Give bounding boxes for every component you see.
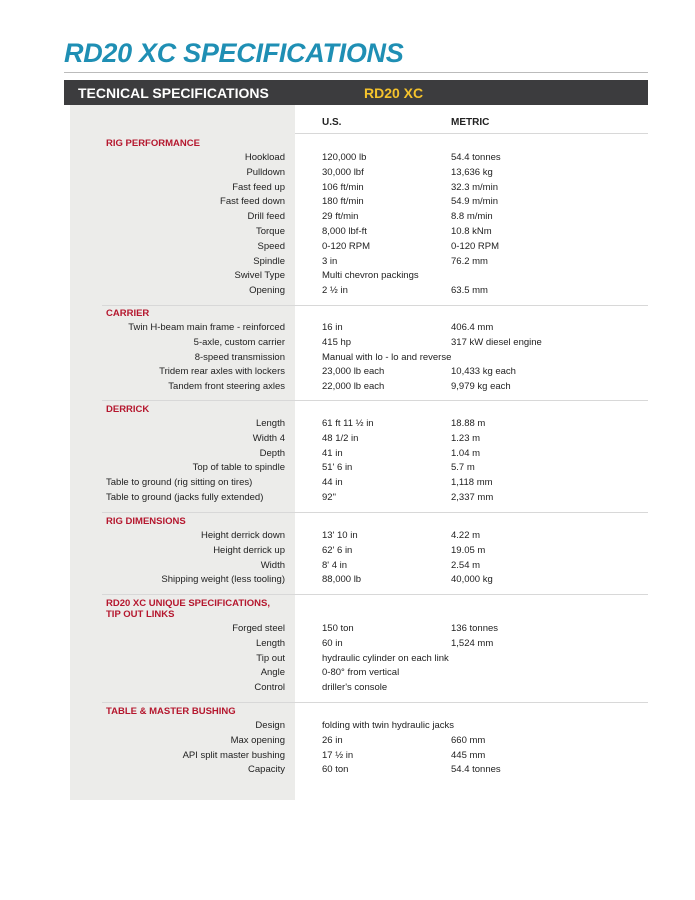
- spec-value-metric: 2,337 mm: [451, 492, 494, 503]
- spec-value-metric: 19.05 m: [451, 544, 486, 556]
- spec-value-us: 30,000 lbf: [322, 166, 364, 178]
- spec-value-metric: 63.5 mm: [451, 285, 488, 297]
- spec-label: Length: [255, 637, 285, 649]
- spec-value-metric: 1.23 m: [451, 432, 481, 444]
- spec-label: Depth: [259, 447, 285, 459]
- spec-value-us: 22,000 lb each: [322, 381, 385, 393]
- spec-value-us: 26 in: [322, 734, 343, 746]
- spec-label: Height derrick down: [201, 530, 285, 541]
- spec-label: Height derrick up: [213, 544, 285, 556]
- spec-label: Table to ground (jacks fully extended): [106, 492, 264, 503]
- spec-value-us: 60 ton: [322, 764, 349, 776]
- spec-value-us: Manual with lo - lo and reverse: [322, 351, 452, 363]
- spec-value-metric: 406.4 mm: [451, 322, 494, 333]
- section-title: RD20 XC UNIQUE SPECIFICATIONS, TIP OUT LINKS: [106, 598, 270, 620]
- spec-value-metric: 445 mm: [451, 749, 486, 761]
- spec-label: Design: [255, 720, 285, 731]
- spec-value-us: 0-120 RPM: [322, 240, 371, 252]
- spec-value-metric: 10,433 kg each: [451, 366, 516, 378]
- spec-value-us: folding with twin hydraulic jacks: [322, 720, 455, 731]
- spec-label: Length: [255, 418, 285, 429]
- spec-value-us: 8,000 lbf-ft: [322, 226, 367, 237]
- spec-label: Capacity: [248, 764, 285, 776]
- section-divider: [102, 512, 648, 513]
- spec-label: Tandem front steering axles: [168, 381, 285, 393]
- spec-label: Forged steel: [232, 623, 285, 634]
- spec-value-metric: 2.54 m: [451, 559, 481, 571]
- spec-value-us: 60 in: [322, 637, 343, 649]
- spec-value-us: 17 ½ in: [322, 749, 354, 761]
- spec-label: Table to ground (rig sitting on tires): [106, 477, 253, 489]
- spec-label: Width: [260, 559, 285, 571]
- section-divider: [102, 594, 648, 595]
- spec-value-us: 106 ft/min: [322, 181, 364, 193]
- spec-value-us: 41 in: [322, 447, 343, 459]
- spec-value-us: 29 ft/min: [322, 211, 359, 223]
- spec-value-metric: 76.2 mm: [451, 255, 488, 267]
- header-band: [64, 80, 648, 105]
- spec-value-metric: 660 mm: [451, 734, 486, 746]
- spec-value-us: 16 in: [322, 322, 343, 333]
- band-left-label: TECNICAL SPECIFICATIONS: [78, 85, 269, 101]
- spec-value-us: 61 ft 11 ½ in: [322, 418, 374, 429]
- spec-value-metric: 317 kW diesel engine: [451, 336, 542, 348]
- spec-value-metric: 13,636 kg: [451, 166, 493, 178]
- page-title: RD20 XC SPECIFICATIONS: [64, 38, 404, 68]
- spec-value-us: 150 ton: [322, 623, 354, 634]
- spec-value-us: 180 ft/min: [322, 196, 364, 208]
- spec-value-metric: 10.8 kNm: [451, 226, 492, 237]
- spec-label: Fast feed up: [232, 181, 285, 193]
- spec-value-metric: 18.88 m: [451, 418, 486, 429]
- spec-value-us: 8' 4 in: [322, 559, 348, 571]
- spec-label: 5-axle, custom carrier: [193, 336, 285, 348]
- spec-label: Swivel Type: [234, 270, 285, 282]
- spec-value-us: 92": [322, 492, 336, 503]
- title-rule: [64, 72, 648, 73]
- spec-value-metric: 136 tonnes: [451, 623, 499, 634]
- column-header-metric: METRIC: [451, 117, 490, 128]
- spec-label: Control: [254, 682, 285, 694]
- spec-value-us: 62' 6 in: [322, 544, 353, 556]
- spec-value-metric: 1,118 mm: [451, 477, 493, 489]
- spec-value-us: 23,000 lb each: [322, 366, 385, 378]
- spec-value-us: hydraulic cylinder on each link: [322, 652, 449, 664]
- section-title: CARRIER: [106, 308, 150, 319]
- spec-value-us: 415 hp: [322, 336, 352, 348]
- spec-label: Fast feed down: [220, 196, 285, 208]
- spec-label: Speed: [257, 240, 285, 252]
- spec-label: Tridem rear axles with lockers: [159, 366, 285, 378]
- spec-label: Spindle: [253, 255, 285, 267]
- spec-value-metric: 5.7 m: [451, 462, 475, 474]
- spec-value-metric: 9,979 kg each: [451, 381, 511, 393]
- spec-label: Top of table to spindle: [192, 462, 285, 474]
- spec-value-us: 88,000 lb: [322, 574, 362, 586]
- spec-label: 8-speed transmission: [194, 351, 285, 363]
- spec-label: API split master bushing: [182, 749, 285, 761]
- spec-value-metric: 1,524 mm: [451, 637, 494, 649]
- spec-label: Drill feed: [247, 211, 285, 223]
- section-divider: [295, 133, 648, 134]
- spec-label: Opening: [249, 285, 285, 297]
- column-header-us: U.S.: [322, 117, 342, 128]
- section-divider: [102, 400, 648, 401]
- spec-value-us: 3 in: [322, 255, 338, 267]
- spec-value-us: 44 in: [322, 477, 343, 489]
- spec-value-metric: 0-120 RPM: [451, 240, 500, 252]
- spec-label: Tip out: [256, 652, 285, 664]
- section-title: RIG PERFORMANCE: [106, 138, 200, 149]
- spec-label: Max opening: [230, 734, 285, 746]
- spec-value-metric: 40,000 kg: [451, 574, 493, 586]
- spec-value-us: 51' 6 in: [322, 462, 353, 474]
- spec-value-metric: 1.04 m: [451, 447, 481, 459]
- spec-value-metric: 54.4 tonnes: [451, 764, 501, 776]
- spec-value-metric: 54.9 m/min: [451, 196, 498, 208]
- spec-value-metric: 54.4 tonnes: [451, 152, 501, 163]
- spec-value-metric: 32.3 m/min: [451, 181, 498, 193]
- spec-label: Pulldown: [246, 166, 285, 178]
- spec-label: Shipping weight (less tooling): [161, 574, 285, 586]
- spec-value-us: 2 ½ in: [322, 285, 348, 297]
- band-model-label: RD20 XC: [364, 85, 424, 101]
- spec-value-us: Multi chevron packings: [322, 270, 419, 282]
- spec-label: Hookload: [244, 152, 285, 163]
- spec-value-metric: 8.8 m/min: [451, 211, 493, 223]
- section-divider: [102, 305, 648, 306]
- spec-value-us: 120,000 lb: [322, 152, 367, 163]
- spec-value-us: 0-80° from vertical: [322, 667, 400, 679]
- spec-value-us: driller's console: [322, 682, 388, 694]
- spec-label: Twin H-beam main frame - reinforced: [128, 322, 285, 333]
- section-title: RIG DIMENSIONS: [106, 516, 186, 527]
- spec-label: Width 4: [252, 432, 285, 444]
- spec-label: Angle: [260, 667, 285, 679]
- section-divider: [102, 702, 648, 703]
- spec-value-us: 48 1/2 in: [322, 432, 359, 444]
- spec-label: Torque: [255, 226, 285, 237]
- section-title: DERRICK: [106, 404, 150, 415]
- spec-value-metric: 4.22 m: [451, 530, 481, 541]
- spec-value-us: 13' 10 in: [322, 530, 358, 541]
- section-title: TABLE & MASTER BUSHING: [106, 706, 236, 717]
